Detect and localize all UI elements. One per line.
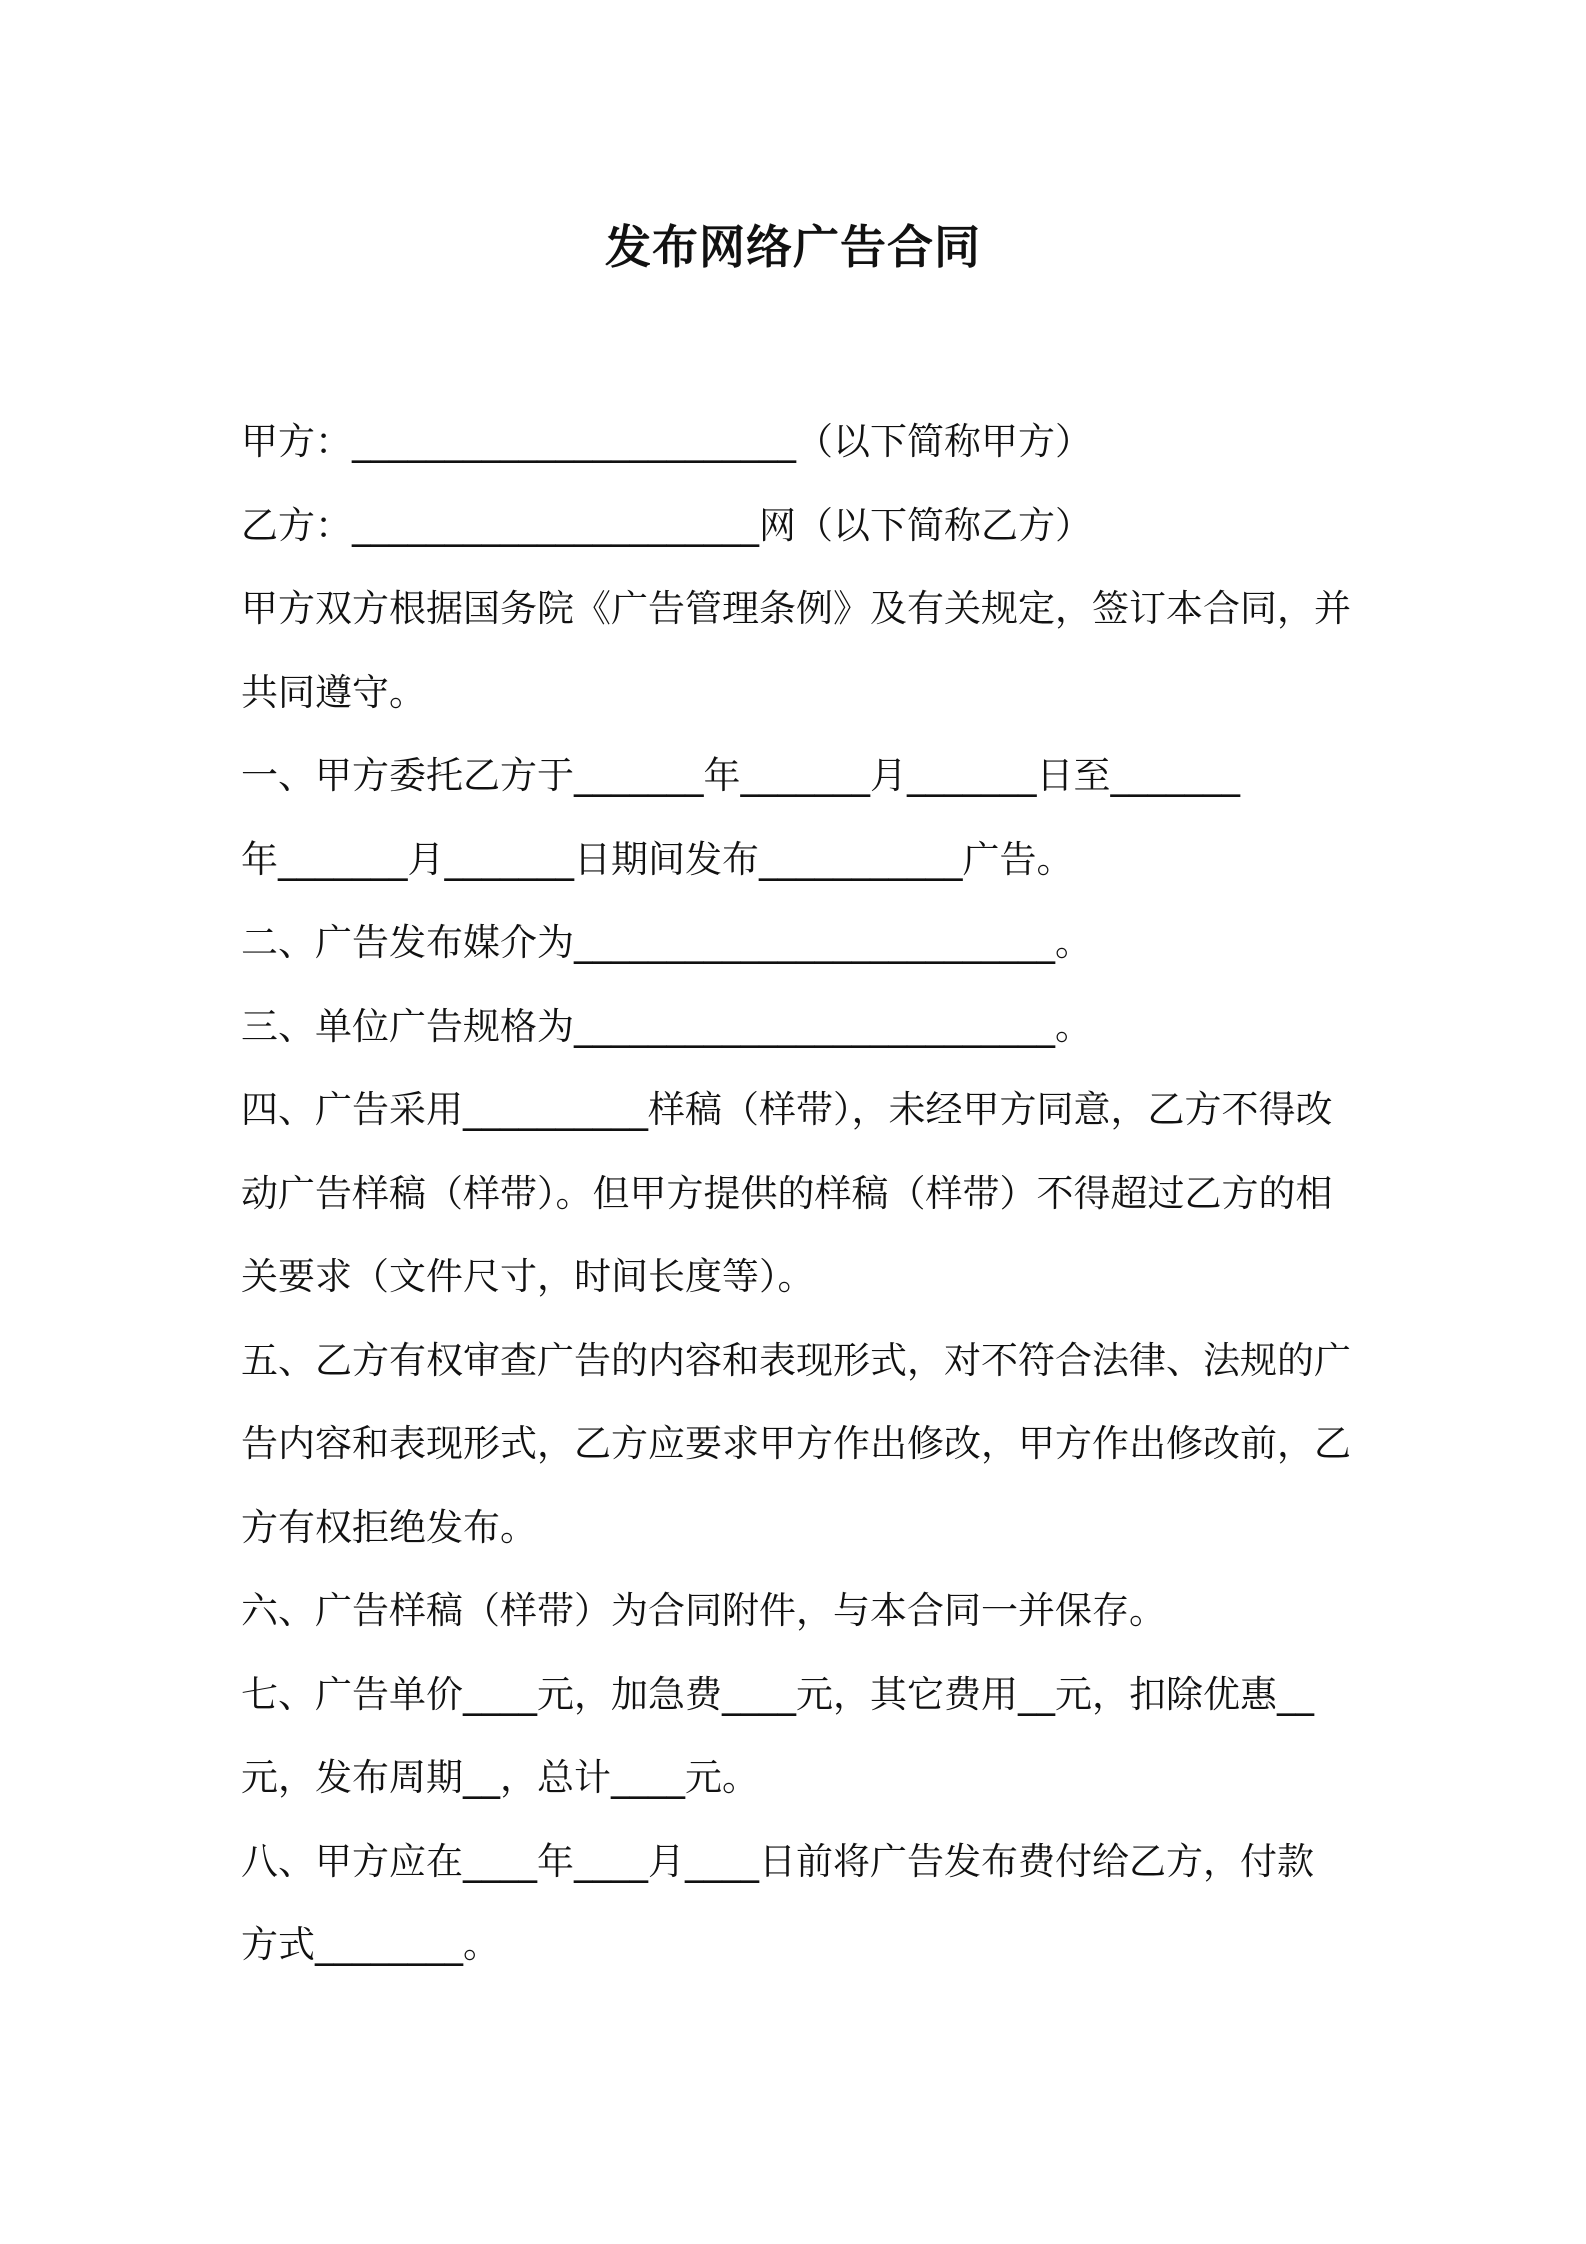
clause-8-line-2: 方式________。 [241, 1923, 500, 1966]
clause-4-line-2: 动广告样稿（样带）。但甲方提供的样稿（样带）不得超过乙方的相 [241, 1171, 1333, 1215]
clause-2-line: 二、广告发布媒介为__________________________。 [241, 921, 1092, 964]
clause-4-line-1: 四、广告采用__________样稿（样带），未经甲方同意，乙方不得改 [241, 1088, 1333, 1131]
clause-3-line: 三、单位广告规格为__________________________。 [241, 1004, 1092, 1048]
clause-5-line-3: 方有权拒绝发布。 [241, 1505, 537, 1549]
clause-5-line-2: 告内容和表现形式，乙方应要求甲方作出修改，甲方作出修改前，乙 [241, 1422, 1351, 1465]
clause-1-line-2: 年_______月_______日期间发布___________广告。 [241, 837, 1074, 881]
clause-8-line-1: 八、甲方应在____年____月____日前将广告发布费付给乙方，付款 [241, 1839, 1314, 1883]
clause-6-line: 六、广告样稿（样带）为合同附件，与本合同一并保存。 [241, 1589, 1166, 1632]
clause-4-line-3: 关要求（文件尺寸，时间长度等）。 [241, 1255, 815, 1298]
party-a-line: 甲方：________________________（以下简称甲方） [241, 420, 1092, 463]
clause-5-line-1: 五、乙方有权审查广告的内容和表现形式，对不符合法律、法规的广 [241, 1338, 1351, 1382]
party-b-line: 乙方：______________________网（以下简称乙方） [241, 503, 1092, 547]
preamble-line-2: 共同遵守。 [241, 670, 426, 714]
clause-1-line-1: 一、甲方委托乙方于_______年_______月_______日至_______ [241, 754, 1240, 797]
contract-body [241, 400, 1351, 1987]
preamble-line-1: 甲方双方根据国务院《广告管理条例》及有关规定，签订本合同，并 [241, 587, 1351, 630]
clause-7-line-2: 元，发布周期__，总计____元。 [241, 1756, 759, 1799]
clause-7-line-1: 七、广告单价____元，加急费____元，其它费用__元，扣除优惠__ [241, 1672, 1314, 1716]
document-title: 发布网络广告合同 [605, 220, 981, 274]
